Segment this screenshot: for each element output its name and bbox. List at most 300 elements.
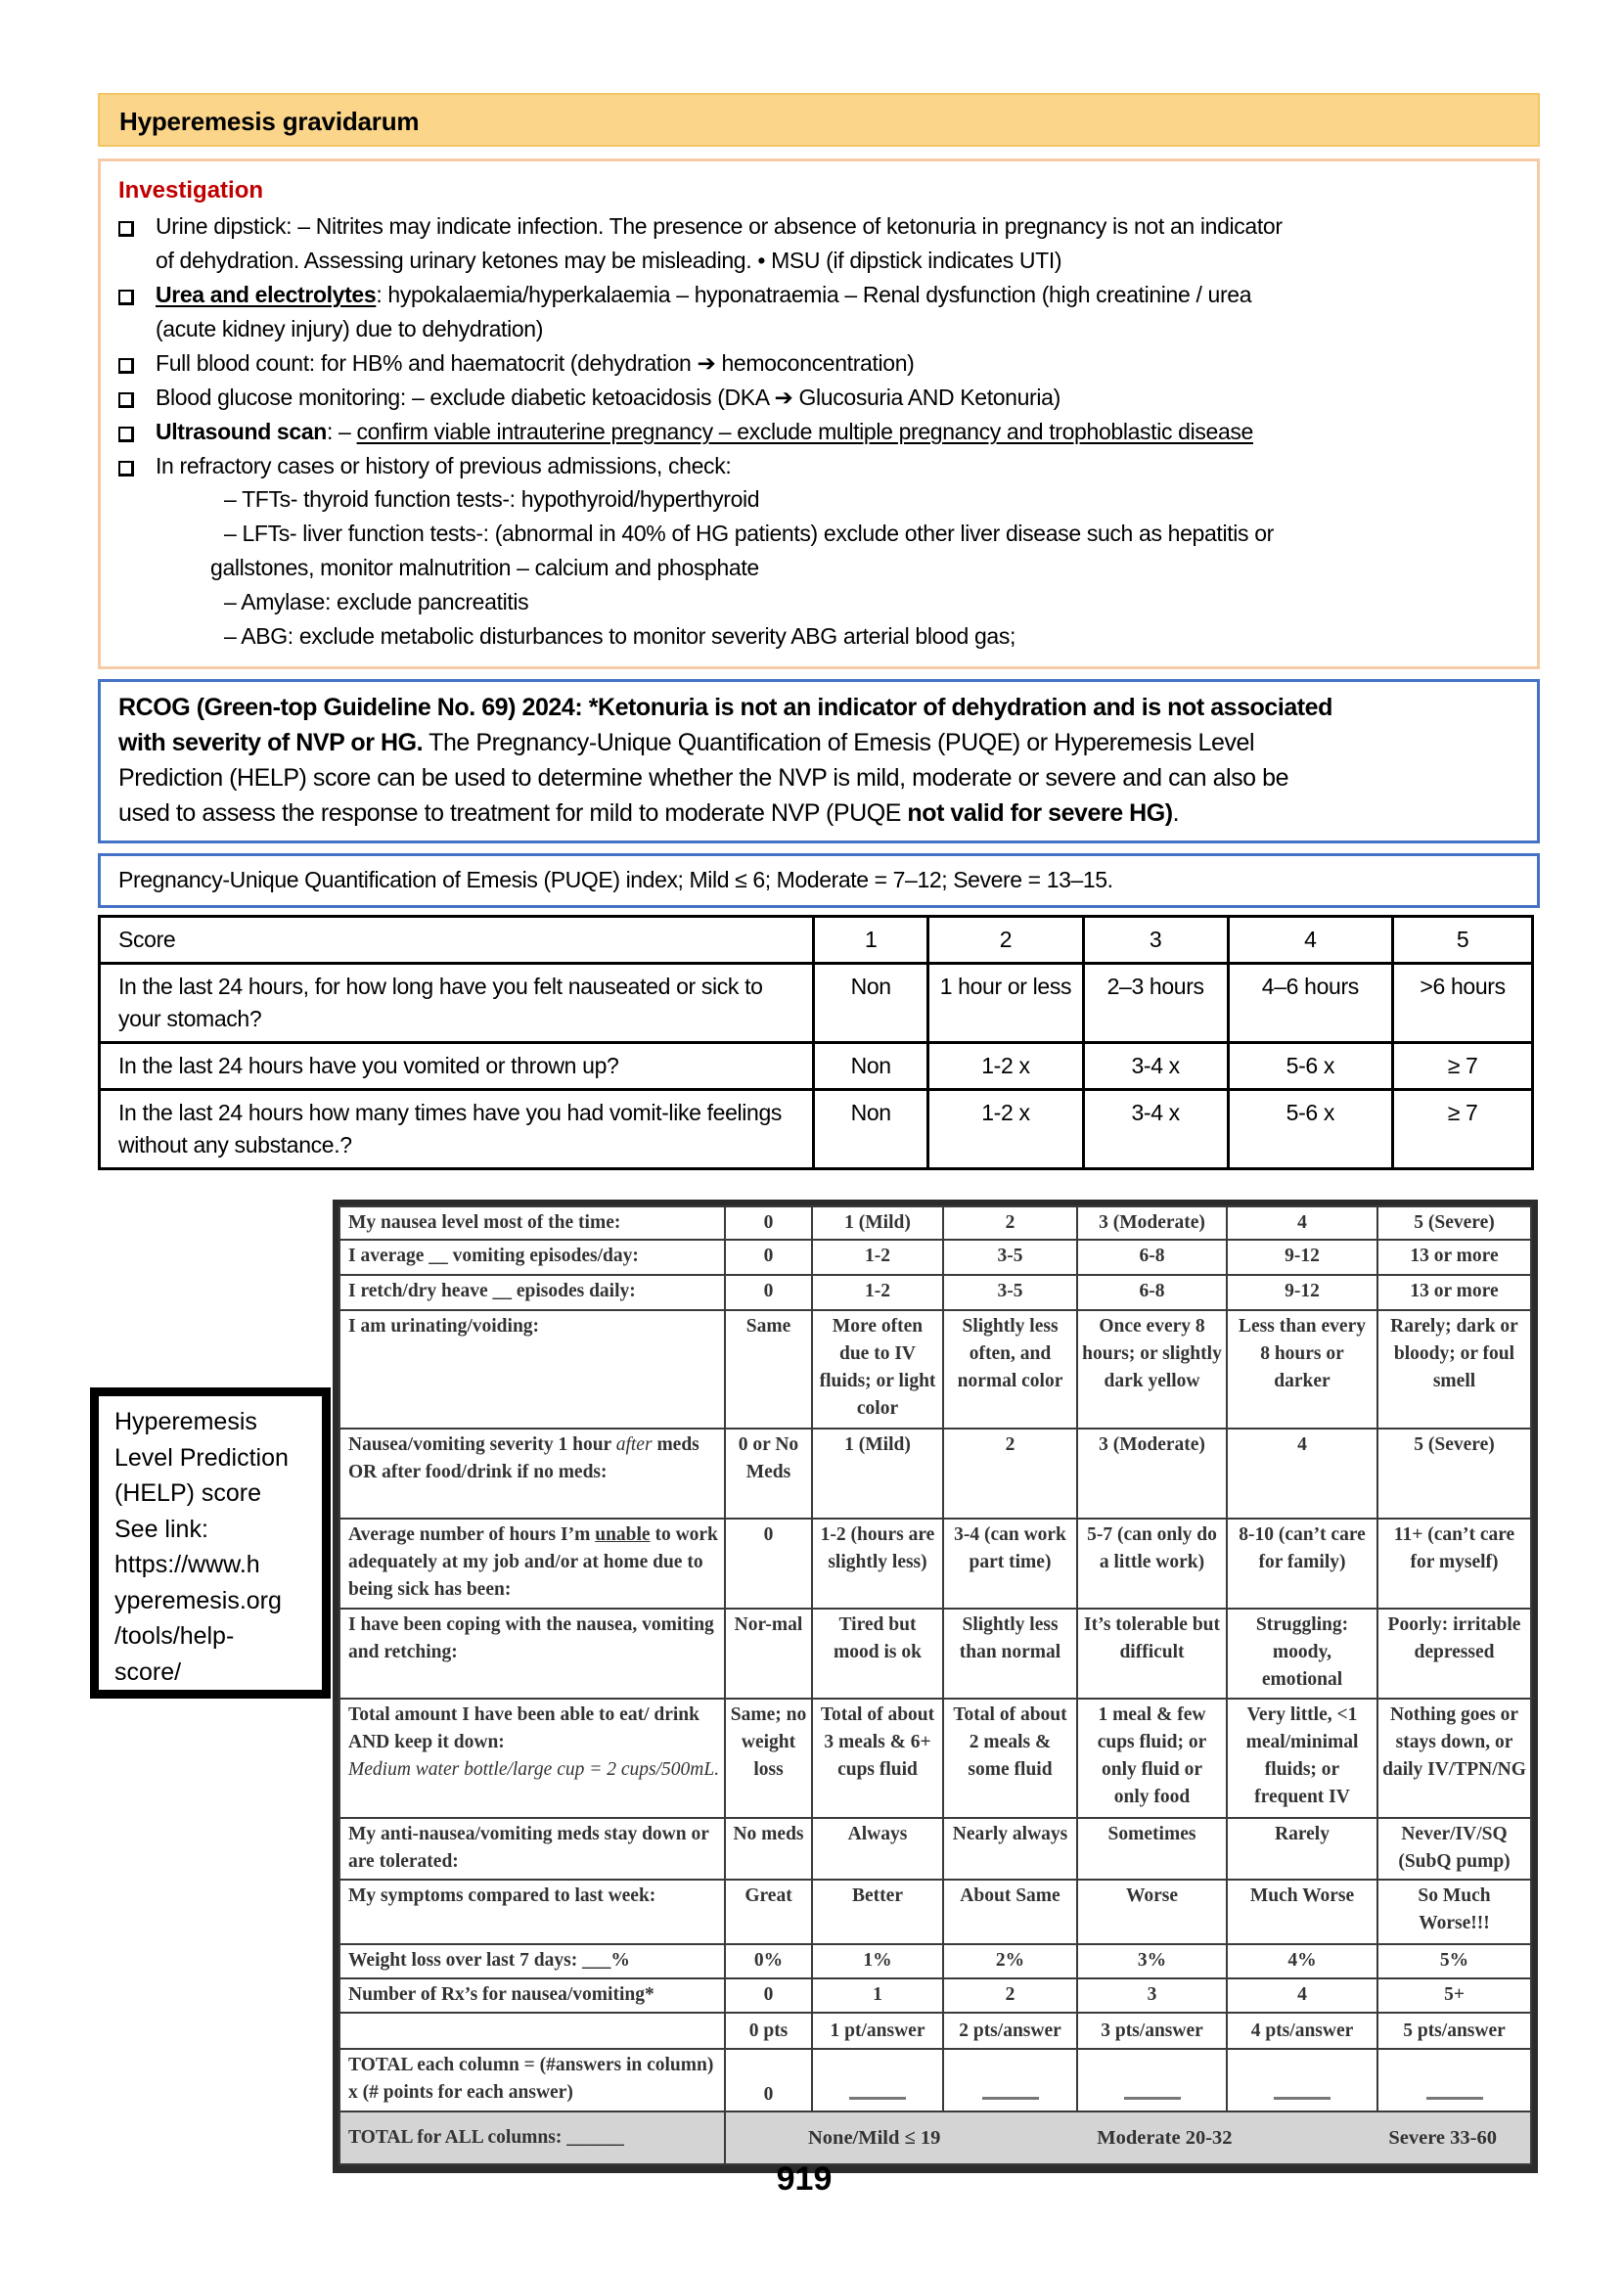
help-cell [1377,1240,1531,1274]
investigation-item [156,213,1283,240]
help-cell [943,1206,1077,1240]
help-row [339,1519,1531,1609]
help-cell [1077,1978,1227,2013]
help-cell [812,1944,943,1978]
puqe-cell: 4–6 hours [1228,964,1393,1043]
help-cell [1077,2013,1227,2048]
help-row-label [339,2049,725,2112]
item-text: (acute kidney injury) due to dehydration) [156,316,544,341]
help-cell [725,1206,812,1240]
investigation-title: Investigation [118,177,264,204]
help-severity-ranges [725,2111,1531,2164]
help-cell [1227,1699,1377,1818]
item-text: – LFTs- liver function tests-: (abnormal in 40% of HG patients) exclude other liver disease such as hepatitis or [224,521,1274,546]
help-cell-text: 1% [863,1949,892,1971]
puqe-row [100,1043,1533,1090]
help-cell [1227,1818,1377,1880]
help-cell [725,1275,812,1310]
help-cell-text: Nothing goes or stays down, or daily IV/TPN/NG [1382,1704,1526,1781]
help-cell [1377,1609,1531,1699]
help-cell-text: 0 [763,1280,774,1301]
help-cell-text: 6-8 [1139,1280,1165,1301]
help-row-label [339,2013,725,2048]
item-text: – Amylase: exclude pancreatitis [224,589,529,614]
help-row-label [339,1206,725,1240]
item-text: – TFTs- thyroid function tests-: hypothyroid/hyperthyroid [224,486,760,512]
help-cell-text: 1-2 [865,1280,890,1301]
help-label-underlined: unable [595,1524,651,1546]
answer-blank[interactable] [1274,2097,1331,2100]
help-cell-text: 0 [763,1212,774,1233]
help-label-text: I retch/dry heave __ episodes daily: [348,1280,636,1301]
help-row-label [339,1609,725,1699]
puqe-cell: ≥ 7 [1393,1043,1533,1090]
help-row [339,1880,1531,1944]
help-cell-text: 1 (Mild) [844,1434,911,1456]
help-cell-text: 1-2 [865,1246,890,1267]
page-number [0,2160,1624,2199]
puqe-question: In the last 24 hours how many times have you had vomit-like feelings without any substance.? [100,1090,814,1169]
help-cell-text: 3-5 [997,1280,1023,1301]
puqe-cell: 1-2 x [928,1090,1084,1169]
help-note-line: https://www.h [114,1551,260,1578]
help-cell [1077,1310,1227,1429]
help-cell-text: So Much Worse!!! [1418,1884,1491,1933]
help-cell-text: 3 [1147,1983,1157,2005]
help-cell-text: Struggling: moody, emotional [1255,1614,1349,1691]
help-cell-text: 13 or more [1410,1246,1499,1267]
help-note-line: (HELP) score [114,1479,262,1507]
help-cell-text: 9-12 [1285,1280,1320,1301]
help-cell-text: 3-5 [997,1246,1023,1267]
answer-blank[interactable] [982,2097,1039,2100]
investigation-box [98,159,1540,669]
item-underlined-text: confirm viable intrauterine pregnancy – exclude multiple pregnancy and trophoblastic disease [356,419,1253,444]
help-total-label: TOTAL for ALL columns: ______ [339,2111,725,2164]
help-cell-text: 5% [1439,1949,1469,1971]
help-cell-text: Once every 8 hours; or slightly dark yellow [1082,1316,1222,1392]
help-total-row [339,2111,1531,2164]
help-cell-text: 5-7 (can only do a little work) [1087,1524,1217,1573]
help-cell [943,1699,1077,1818]
help-label-text: Average number of hours I’m [348,1524,596,1546]
help-cell-text: 3 (Moderate) [1099,1212,1205,1233]
help-row-label [339,1699,725,1818]
help-row-label [339,1519,725,1609]
help-cell-text: More often due to IV fluids; or light color [819,1316,936,1420]
help-cell [1377,1944,1531,1978]
help-cell [1077,1818,1227,1880]
help-cell [943,2013,1077,2048]
help-cell [725,1699,812,1818]
section-title: Hyperemesis gravidarum [119,107,420,136]
help-cell-text: Less than every 8 hours or darker [1239,1316,1366,1392]
item-text: Blood glucose monitoring: – exclude diabetic ketoacidosis (DKA ➔ Glucosuria AND Ketonuria) [156,385,1060,410]
help-cell [812,2049,943,2112]
help-score-table [338,1205,1532,2165]
help-row [339,1944,1531,1978]
severity-severe: Severe 33-60 [1388,2127,1497,2150]
help-cell-text: 4 [1297,1983,1307,2005]
help-cell-text: Much Worse [1249,1884,1355,1906]
investigation-item [210,555,759,581]
help-cell-text: Never/IV/SQ (SubQ pump) [1398,1824,1511,1873]
help-cell-text: Very little, <1 meal/minimal fluids; or frequent IV [1245,1704,1359,1808]
help-cell [725,2013,812,2048]
help-cell-text: 3 pts/answer [1101,2020,1203,2041]
help-label-text: to work adequately at my job and/or at home due to being sick has been: [348,1524,718,1601]
puqe-header-row [100,917,1533,964]
investigation-item [224,521,1274,547]
help-cell-text: 11+ (can’t care for myself) [1393,1524,1515,1573]
puqe-index-box [98,853,1540,908]
help-cell [1227,1429,1377,1519]
help-cell-text: Tired but mood is ok [834,1614,922,1663]
help-row-label [339,1818,725,1880]
help-row [339,1978,1531,2013]
puqe-question: In the last 24 hours have you vomited or thrown up? [100,1043,814,1090]
checkbox-icon [118,221,134,237]
help-cell-text: 8-10 (can’t care for family) [1239,1524,1366,1573]
help-cell-text: 0 [763,1246,774,1267]
puqe-score-header: 3 [1083,917,1228,964]
help-label-text: Number of Rx’s for nausea/vomiting* [348,1983,654,2005]
checkbox-icon [118,392,134,408]
help-cell-text: 2 [1005,1212,1015,1233]
help-cell [1377,1275,1531,1310]
puqe-score-header: 2 [928,917,1084,964]
puqe-cell: 3-4 x [1083,1090,1228,1169]
help-row-label [339,1944,725,1978]
help-cell [1377,1310,1531,1429]
help-note-line: Level Prediction [114,1443,289,1472]
help-row [339,1818,1531,1880]
help-row-label [339,1275,725,1310]
help-note-line: See link: [114,1515,208,1543]
help-label-italic: after [615,1434,653,1456]
investigation-item [156,282,1251,308]
help-label-text: Nausea/vomiting severity 1 hour [348,1434,616,1456]
help-cell-text: 5 (Severe) [1414,1434,1495,1456]
puqe-score-label: Score [100,917,814,964]
help-cell-text: 2 [1005,1434,1015,1456]
help-cell-text: It’s tolerable but difficult [1083,1614,1220,1663]
help-label-note: Medium water bottle/large cup = 2 cups/500mL. [348,1759,720,1781]
help-cell [943,1240,1077,1274]
help-score-table-frame [333,1200,1538,2173]
help-cell-text: 4% [1287,1949,1317,1971]
help-cell [1377,1519,1531,1609]
help-cell-text: Total of about 3 meals & 6+ cups fluid [820,1704,935,1781]
help-cell [812,1519,943,1609]
help-label-text: My anti-nausea/vomiting meds stay down or are tolerated: [348,1824,709,1873]
help-cell [812,1978,943,2013]
rcog-line [118,799,1179,828]
help-cell-text: 1 [873,1983,882,2005]
help-cell [812,1275,943,1310]
help-cell [1377,2049,1531,2112]
help-cell [1227,1206,1377,1240]
puqe-cell: Non [814,964,928,1043]
help-row-label [339,1429,725,1519]
item-text: gallstones, monitor malnutrition – calcium and phosphate [210,555,759,580]
help-cell [1377,1206,1531,1240]
help-cell-text: Better [852,1884,903,1906]
help-cell [1077,1429,1227,1519]
help-cell [943,1519,1077,1609]
help-cell-text: Great [744,1884,792,1906]
help-cell-text: 5 (Severe) [1414,1212,1495,1233]
help-cell [812,1240,943,1274]
help-cell-text: Worse [1125,1884,1179,1906]
help-cell [725,1429,812,1519]
severity-moderate: Moderate 20-32 [1097,2127,1233,2150]
help-cell [1377,1699,1531,1818]
help-cell [725,1944,812,1978]
puqe-index-text: Pregnancy-Unique Quantification of Emesis (PUQE) index; Mild ≤ 6; Moderate = 7–12; Severe = 13–15. [118,867,1113,892]
rcog-bold-text: not valid for severe HG) [907,799,1173,827]
help-cell-text: Slightly less often, and normal color [957,1316,1063,1392]
investigation-item [156,385,1060,411]
help-cell [1227,1880,1377,1944]
help-label-text: I am urinating/voiding: [348,1316,540,1338]
help-cell [725,1609,812,1699]
puqe-score-header: 5 [1393,917,1533,964]
rcog-guideline-box [98,679,1540,843]
help-cell-text: 1 meal & few cups fluid; or only fluid or only food [1097,1704,1207,1808]
help-cell [1227,1978,1377,2013]
item-text: : hypokalaemia/hyperkalaemia – hyponatraemia – Renal dysfunction (high creatinine / urea [376,282,1252,307]
help-row-label [339,1880,725,1944]
investigation-item [156,350,914,377]
help-cell [1077,1880,1227,1944]
help-note-line: score/ [114,1657,182,1686]
help-cell-text: About Same [960,1884,1060,1906]
help-cell [1227,1519,1377,1609]
help-label-text: I average __ vomiting episodes/day: [348,1246,639,1267]
help-cell [1077,1944,1227,1978]
help-cell [943,1818,1077,1880]
help-note-line: yperemesis.org [114,1586,282,1614]
item-text: : – [326,419,357,444]
help-cell-text: Slightly less than normal [959,1614,1061,1663]
help-cell [812,1818,943,1880]
checkbox-icon [118,461,134,477]
help-cell-text: 4 [1297,1434,1307,1456]
help-cell [1377,1818,1531,1880]
rcog-line [118,729,1254,757]
puqe-cell: ≥ 7 [1393,1090,1533,1169]
answer-blank[interactable] [1124,2097,1181,2100]
help-cell [1227,1310,1377,1429]
help-cell-text: Rarely; dark or bloody; or foul smell [1390,1316,1518,1392]
help-cell [1077,1699,1227,1818]
help-cell-text: 3% [1137,1949,1167,1971]
help-cell-text: 6-8 [1139,1246,1165,1267]
help-cell-text: Poorly: irritable depressed [1387,1614,1521,1663]
puqe-row [100,964,1533,1043]
help-cell-text: 1 pt/answer [830,2020,925,2041]
investigation-item [156,419,1253,445]
help-cell [725,1880,812,1944]
help-cell [1227,1240,1377,1274]
checkbox-icon [118,290,134,305]
help-cell [1377,1880,1531,1944]
help-cell-text: 0 [763,1524,774,1546]
section-header [98,93,1540,147]
help-label-text: My symptoms compared to last week: [348,1884,656,1906]
answer-blank[interactable] [849,2097,906,2100]
item-text: – ABG: exclude metabolic disturbances to monitor severity ABG arterial blood gas; [224,623,1016,649]
help-row [339,1275,1531,1310]
help-cell-text: No meds [733,1824,804,1845]
help-cell [943,1944,1077,1978]
puqe-cell: Non [814,1090,928,1169]
help-cell [725,1519,812,1609]
severity-mild: None/Mild ≤ 19 [808,2127,941,2150]
investigation-item [224,589,528,615]
help-cell-text: Same [745,1316,791,1338]
help-cell [1077,1240,1227,1274]
help-cell [1077,1519,1227,1609]
help-cell-text: 5+ [1444,1983,1465,2005]
help-cell [943,1880,1077,1944]
help-row [339,1429,1531,1519]
help-cell-text: 4 [1297,1212,1307,1233]
help-score-note [90,1387,331,1699]
help-cell [943,1978,1077,2013]
help-cell-text: Total of about 2 meals & some fluid [953,1704,1067,1781]
help-label-text: I have been coping with the nausea, vomiting and retching: [348,1614,714,1663]
help-cell-text: 3-4 (can work part time) [954,1524,1066,1573]
help-cell [943,1609,1077,1699]
puqe-row [100,1090,1533,1169]
item-text: of dehydration. Assessing urinary ketones may be misleading. • MSU (if dipstick indicates UTI) [156,248,1062,273]
help-row-label [339,1978,725,2013]
item-text: Urine dipstick: – Nitrites may indicate infection. The presence or absence of ketonuria in pregnancy is not an indicator [156,213,1283,239]
help-cell-text: 13 or more [1410,1280,1499,1301]
help-cell-text: 2 [1005,1983,1015,2005]
help-cell [1227,1944,1377,1978]
help-row [339,1609,1531,1699]
puqe-score-header: 1 [814,917,928,964]
help-row [339,1206,1531,1240]
puqe-score-header: 4 [1228,917,1393,964]
item-heading: Ultrasound scan [156,419,327,444]
puqe-cell: 3-4 x [1083,1043,1228,1090]
help-row [339,2013,1531,2048]
help-cell [1077,1275,1227,1310]
rcog-text: used to assess the response to treatment for mild to moderate NVP (PUQE [118,799,908,827]
puqe-cell: >6 hours [1393,964,1533,1043]
puqe-table [98,915,1534,1170]
rcog-text: The Pregnancy-Unique Quantification of Emesis (PUQE) or Hyperemesis Level [423,729,1255,756]
checkbox-icon [118,427,134,442]
investigation-item [224,623,1015,650]
page-number-text: 919 [776,2160,833,2198]
help-note-line: Hyperemesis [114,1408,257,1435]
help-cell-text: 2% [995,1949,1025,1971]
investigation-item [156,248,1061,274]
rcog-line: RCOG (Green-top Guideline No. 69) 2024: *Ketonuria is not an indicator of dehydration and is not associated [118,694,1332,721]
checkbox-icon [118,358,134,374]
help-cell-text: 2 pts/answer [959,2020,1061,2041]
help-cell [1377,1978,1531,2013]
help-cell-text: 1 (Mild) [844,1212,911,1233]
help-row [339,1240,1531,1274]
help-label-text: Weight loss over last 7 days: ___% [348,1949,630,1971]
help-cell [725,1310,812,1429]
help-label-text: Total amount I have been able to eat/ drink AND keep it down: [348,1704,699,1753]
puqe-cell: 2–3 hours [1083,964,1228,1043]
puqe-cell: 5-6 x [1228,1090,1393,1169]
help-cell [812,2013,943,2048]
help-cell-text: Nearly always [952,1824,1068,1845]
help-cell [812,1206,943,1240]
help-cell [943,1429,1077,1519]
help-cell [725,1818,812,1880]
help-label-text: My nausea level most of the time: [348,1212,621,1233]
help-cell [943,1310,1077,1429]
investigation-item [156,316,543,342]
help-cell [725,1240,812,1274]
help-cell [812,1310,943,1429]
help-score-note-text [114,1404,289,1690]
help-note-line: /tools/help- [114,1622,235,1650]
answer-blank[interactable] [1426,2097,1483,2100]
help-row-label [339,1240,725,1274]
help-cell [1077,2049,1227,2112]
help-cell [812,1429,943,1519]
help-cell-text: 0% [753,1949,784,1971]
help-cell [1377,2013,1531,2048]
help-cell-text: Sometimes [1107,1824,1196,1845]
rcog-bold-text: with severity of NVP or HG. [118,729,424,756]
help-row-label [339,1310,725,1429]
help-cell [1377,1429,1531,1519]
item-text: Full blood count: for HB% and haematocrit (dehydration ➔ hemoconcentration) [156,350,915,376]
puqe-question: In the last 24 hours, for how long have you felt nauseated or sick to your stomach? [100,964,814,1043]
help-cell [1077,1206,1227,1240]
rcog-text: . [1172,799,1180,827]
help-cell [943,1275,1077,1310]
help-cell-text: Nor-mal [734,1614,803,1636]
help-cell-text: 3 (Moderate) [1099,1434,1205,1456]
puqe-cell: Non [814,1043,928,1090]
puqe-cell: 1-2 x [928,1043,1084,1090]
investigation-item [156,453,731,479]
item-heading: Urea and electrolytes [156,282,377,307]
help-cell-text: 0 pts [748,2020,789,2041]
help-row [339,2049,1531,2112]
puqe-cell: 5-6 x [1228,1043,1393,1090]
item-text: In refractory cases or history of previous admissions, check: [156,453,732,478]
help-cell-text: Same; no weight loss [730,1704,807,1781]
help-cell-text: 1-2 (hours are slightly less) [820,1524,935,1573]
help-label-text: TOTAL each column = (#answers in column) x (# points for each answer) [348,2054,714,2103]
help-cell [1227,2013,1377,2048]
help-cell-text: 0 [763,2084,774,2106]
help-cell [725,2049,812,2112]
help-cell-text: 9-12 [1285,1246,1320,1267]
severity-range-list [730,2124,1526,2152]
investigation-item [224,486,759,513]
help-cell-text: Rarely [1275,1824,1330,1845]
rcog-line: Prediction (HELP) score can be used to determine whether the NVP is mild, moderate or severe and can also be [118,764,1289,792]
help-cell [725,1978,812,2013]
help-cell [1227,1275,1377,1310]
help-cell [943,2049,1077,2112]
